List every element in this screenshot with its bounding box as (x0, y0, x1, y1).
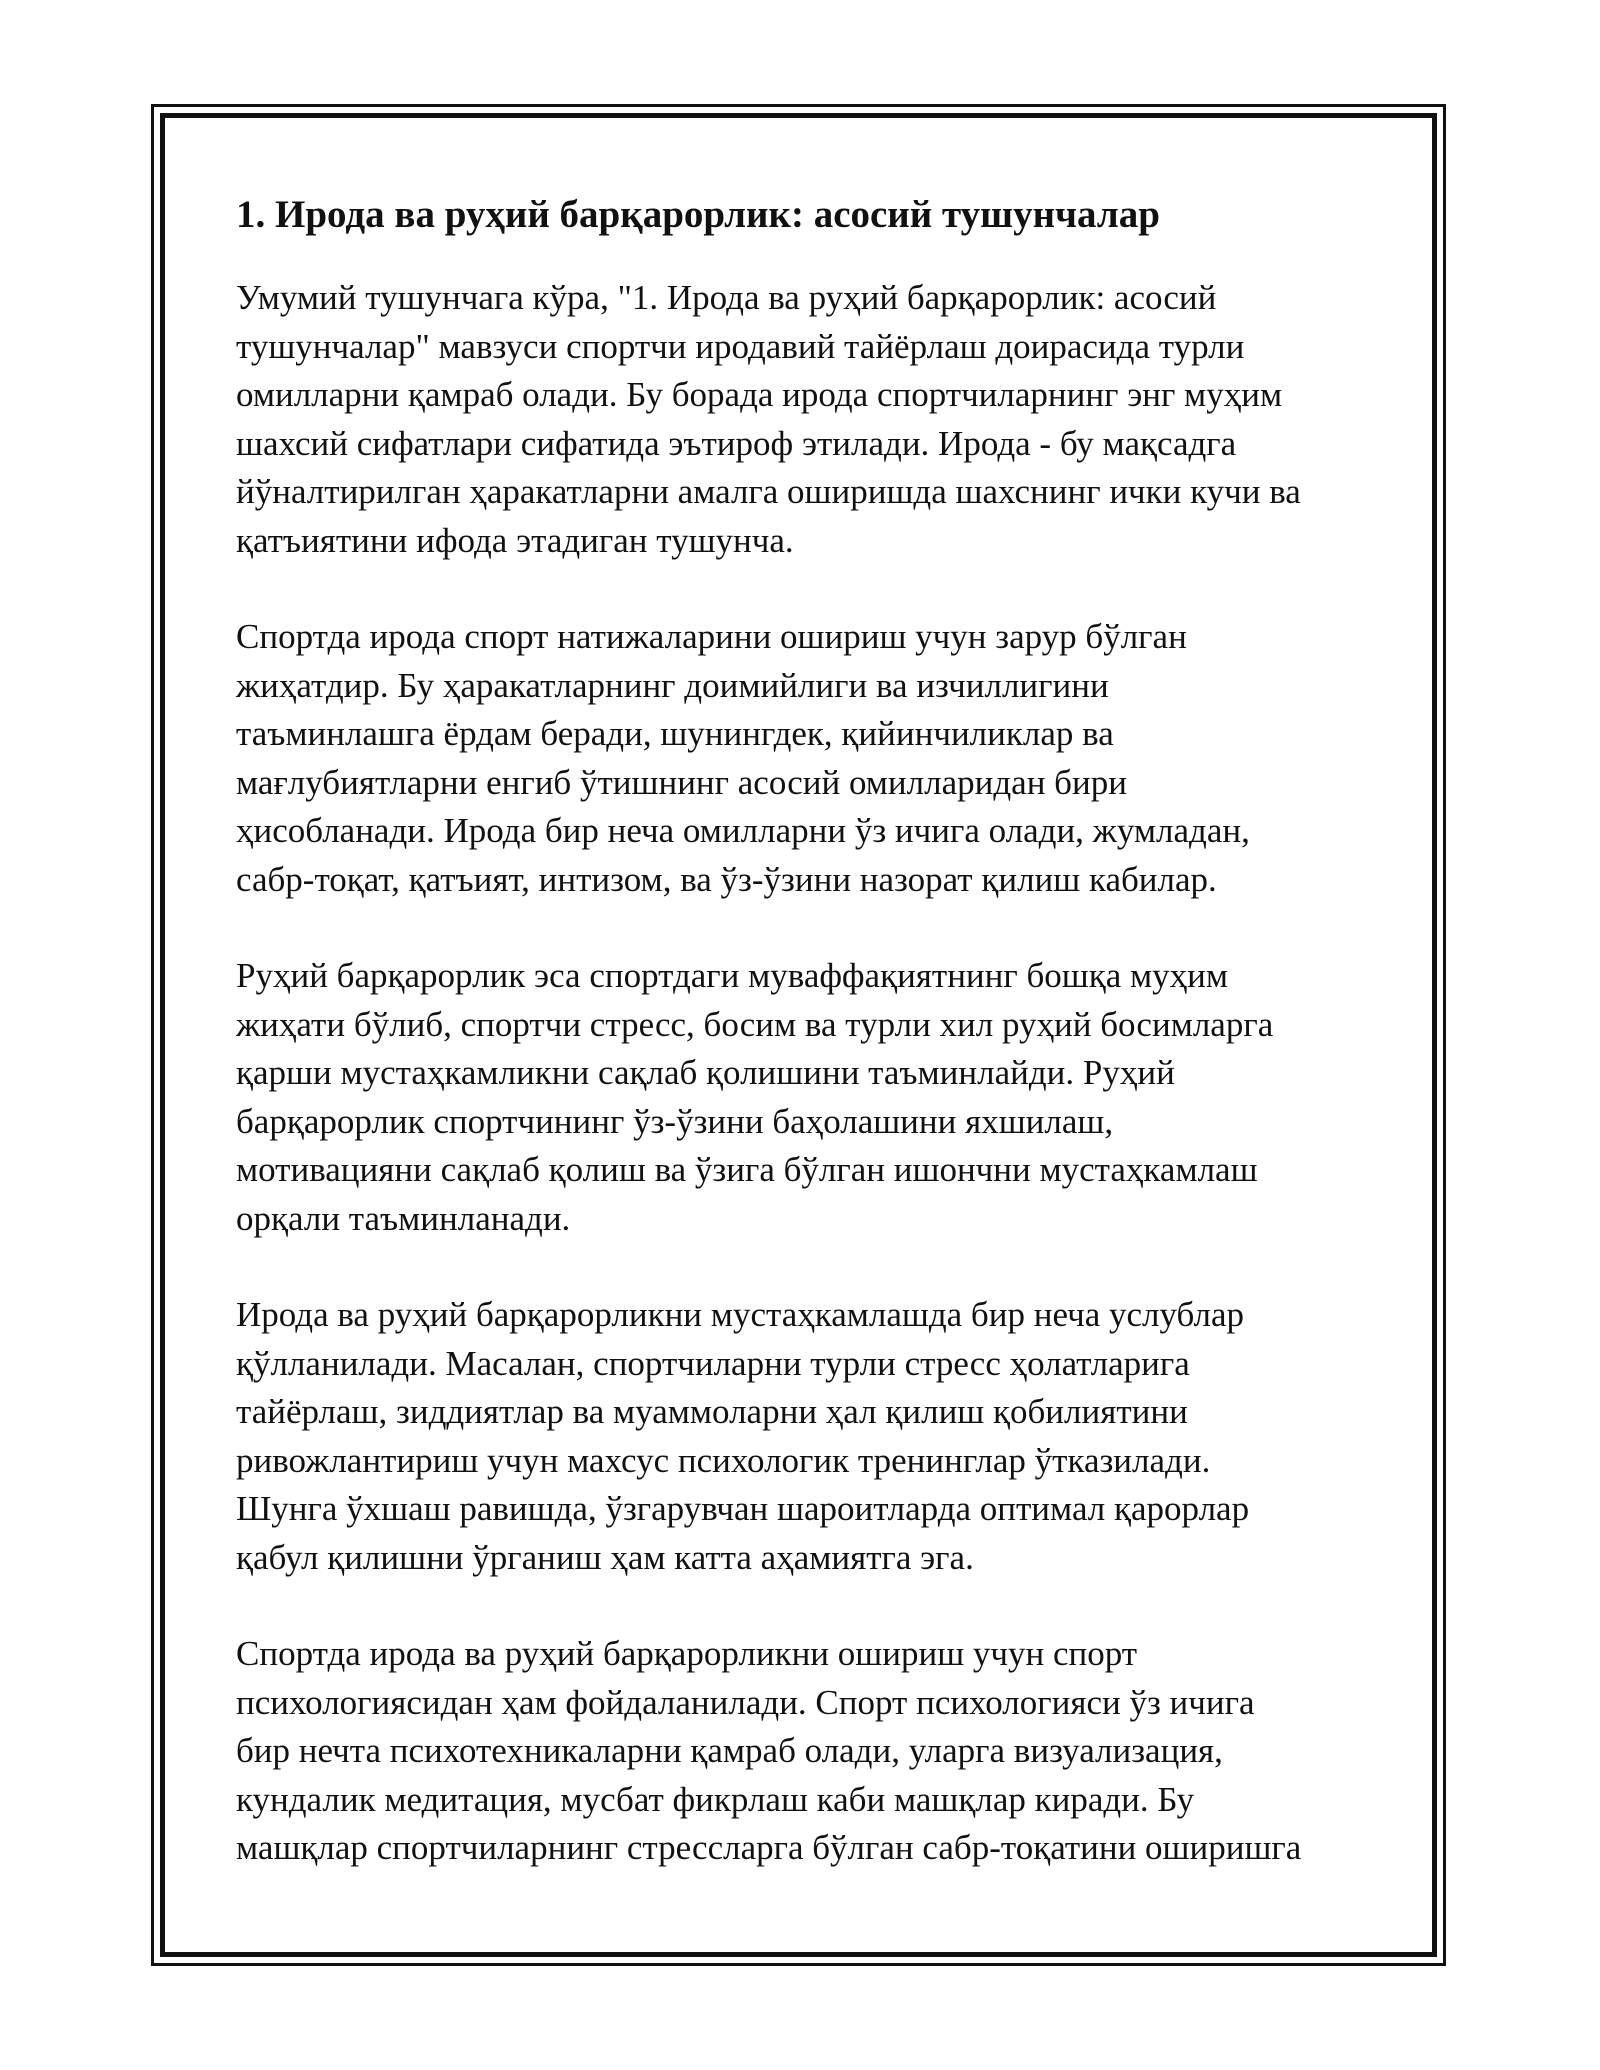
text-line: психологиясидан ҳам фойдаланилади. Спорт психологияси ўз ичига (236, 1682, 1255, 1722)
document-body (236, 186, 1366, 1921)
paragraph-4 (236, 1291, 1366, 1582)
text-line: қатъиятини ифода этадиган тушунча. (236, 520, 794, 560)
text-line: Шунга ўхшаш равишда, ўзгарувчан шароитларда оптимал қарорлар (236, 1489, 1250, 1528)
text-line: орқали таъминланади. (236, 1198, 571, 1238)
text-line: ривожлантириш учун махсус психологик тренинглар ўтказилади. (236, 1440, 1211, 1480)
text-line: жиҳати бўлиб, спортчи стресс, босим ва турли хил руҳий босимларга (236, 1004, 1274, 1044)
paragraph-2 (236, 613, 1366, 904)
paragraph-5 (236, 1630, 1366, 1873)
text-line: тушунчалар" мавзуси спортчи иродавий тайёрлаш доирасида турли (236, 326, 1245, 366)
text-line: қўлланилади. Масалан, спортчиларни турли стресс ҳолатларига (236, 1343, 1190, 1383)
text-line: қабул қилишни ўрганиш ҳам катта аҳамиятга эга. (236, 1537, 974, 1577)
text-line: Ирода ва руҳий барқарорликни мустаҳкамлашда бир неча услублар (236, 1295, 1244, 1334)
text-line: машқлар спортчиларнинг стрессларга бўлган сабр-тоқатини оширишга (236, 1828, 1302, 1867)
text-line: қарши мустаҳкамликни сақлаб қолишини таъминлайди. Руҳий (236, 1053, 1175, 1092)
text-line: Спортда ирода спорт натижаларини ошириш учун зарур бўлган (236, 617, 1187, 656)
text-line: тайёрлаш, зиддиятлар ва муаммоларни ҳал қилиш қобилиятини (236, 1392, 1188, 1431)
section-heading: 1. Ирода ва руҳий барқарорлик: асосий тушунчалар (236, 193, 1160, 236)
text-line: Спортда ирода ва руҳий барқарорликни ошириш учун спорт (236, 1634, 1138, 1673)
text-line: Руҳий барқарорлик эса спортдаги муваффақиятнинг бошқа муҳим (236, 956, 1229, 995)
text-line: ҳисобланади. Ирода бир неча омилларни ўз ичига олади, жумладан, (236, 811, 1250, 850)
text-line: бир нечта психотехникаларни қамраб олади, уларга визуализация, (236, 1731, 1223, 1770)
text-line: мағлубиятларни енгиб ўтишнинг асосий омилларидан бири (236, 762, 1127, 802)
paragraph-3 (236, 952, 1366, 1243)
text-line: йўналтирилган ҳаракатларни амалга оширишда шахснинг ички кучи ва (236, 472, 1301, 511)
text-line: жиҳатдир. Бу ҳаракатларнинг доимийлиги ва изчиллигини (236, 665, 1109, 705)
text-line: таъминлашга ёрдам беради, шунингдек, қийинчиликлар ва (236, 714, 1114, 753)
text-line: омилларни қамраб олади. Бу борада ирода спортчиларнинг энг муҳим (236, 375, 1283, 414)
text-line: Умумий тушунчага кўра, "1. Ирода ва руҳий барқарорлик: асосий (236, 278, 1217, 317)
paragraph-1 (236, 274, 1366, 565)
text-line: кундалик медитация, мусбат фикрлаш каби машқлар киради. Бу (236, 1779, 1195, 1819)
text-line: сабр-тоқат, қатъият, интизом, ва ўз-ўзини назорат қилиш кабилар. (236, 859, 1217, 899)
text-line: шахсий сифатлари сифатида эътироф этилади. Ирода - бу мақсадга (236, 423, 1237, 463)
text-line: барқарорлик спортчининг ўз-ўзини баҳолашини яхшилаш, (236, 1101, 1114, 1141)
text-line: мотивацияни сақлаб қолиш ва ўзига бўлган ишончни мустаҳкамлаш (236, 1150, 1258, 1189)
